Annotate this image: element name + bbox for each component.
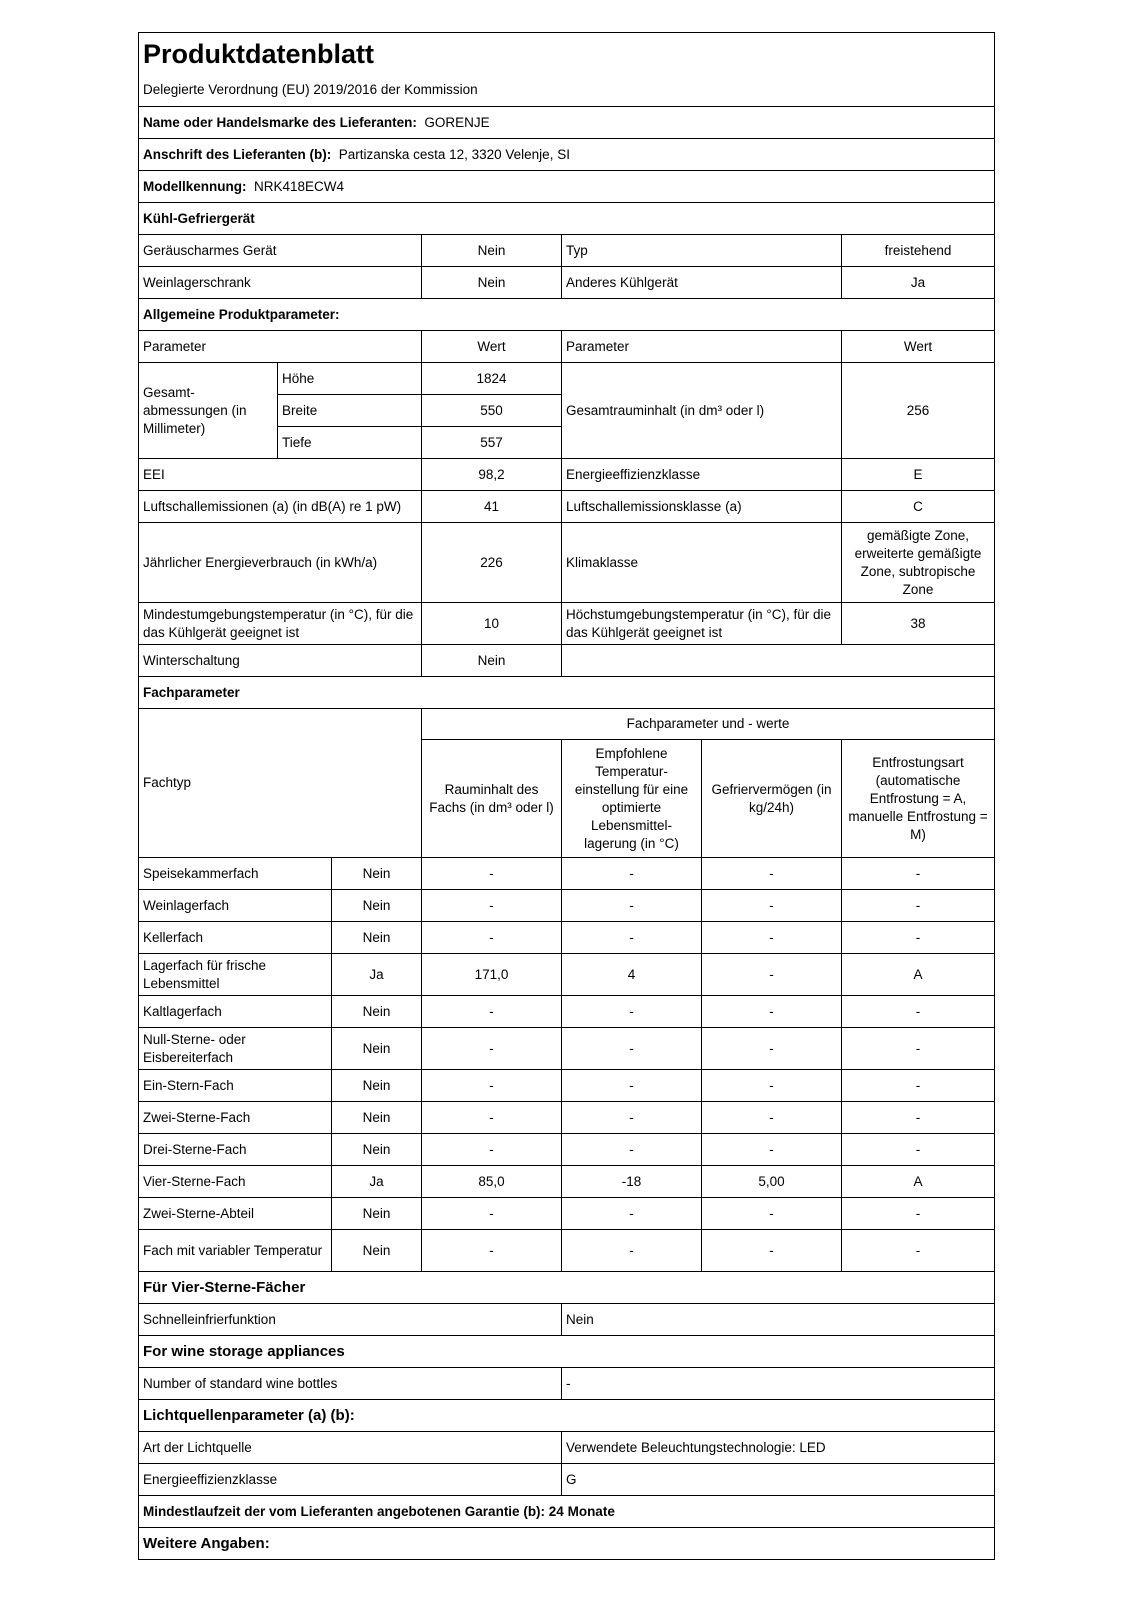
compartment-defrost: A (842, 954, 995, 996)
type-value: freistehend (842, 235, 995, 267)
supplier-address-value: Partizanska cesta 12, 3320 Velenje, SI (338, 146, 570, 162)
compartment-volume: 85,0 (422, 1166, 562, 1198)
col-temp-header: Empfohlene Temperatur-einstellung für eine optimierte Lebensmittel-lagerung (in °C) (562, 740, 702, 858)
compartment-defrost: - (842, 1070, 995, 1102)
compartments-title: Fachparameter (139, 677, 995, 709)
wine-bottles-label: Number of standard wine bottles (139, 1368, 562, 1400)
winter-switch-label: Winterschaltung (139, 645, 422, 677)
width-label: Breite (278, 395, 422, 427)
annual-energy-value: 226 (422, 523, 562, 603)
noise-class-label: Luftschallemissionsklasse (a) (562, 491, 842, 523)
compartment-present: Ja (332, 1166, 422, 1198)
product-data-sheet (138, 32, 995, 1560)
climate-class-value: gemäßigte Zone, erweiterte gemäßigte Zone, subtropische Zone (842, 523, 995, 603)
compartment-row (139, 1070, 995, 1102)
compartment-defrost: A (842, 1166, 995, 1198)
compartment-row (139, 1102, 995, 1134)
compartment-name: Ein-Stern-Fach (139, 1070, 332, 1102)
supplier-name-label: Name oder Handelsmarke des Lieferanten: (143, 114, 417, 130)
regulation-subtitle: Delegierte Verordnung (EU) 2019/2016 der Kommission (139, 75, 995, 107)
compartment-freeze: - (702, 1028, 842, 1070)
wine-bottles-value: - (562, 1368, 995, 1400)
compartment-freeze: - (702, 858, 842, 890)
model-row (139, 171, 995, 203)
other-appliance-label: Anderes Kühlgerät (562, 267, 842, 299)
compartment-volume: - (422, 1134, 562, 1166)
depth-label: Tiefe (278, 427, 422, 459)
noise-value: 41 (422, 491, 562, 523)
climate-class-label: Klimaklasse (562, 523, 842, 603)
min-temp-label: Mindestumgebungstemperatur (in °C), für die das Kühlgerät geeignet ist (139, 603, 422, 645)
fast-freeze-label: Schnelleinfrierfunktion (139, 1304, 562, 1336)
compartment-volume: - (422, 1198, 562, 1230)
compartment-freeze: 5,00 (702, 1166, 842, 1198)
model-value: NRK418ECW4 (254, 178, 345, 194)
light-type-value: Verwendete Beleuchtungstechnologie: LED (562, 1432, 995, 1464)
other-appliance-value: Ja (842, 267, 995, 299)
compartment-row (139, 1230, 995, 1272)
compartment-row (139, 954, 995, 996)
compartment-name: Zwei-Sterne-Abteil (139, 1198, 332, 1230)
compartment-name: Lagerfach für frische Lebensmittel (139, 954, 332, 996)
compartment-row (139, 922, 995, 954)
compartment-volume: - (422, 922, 562, 954)
empty-cell (562, 645, 995, 677)
compartment-defrost: - (842, 890, 995, 922)
col-volume-header: Rauminhalt des Fachs (in dm³ oder l) (422, 740, 562, 858)
compartment-defrost: - (842, 1198, 995, 1230)
compartment-volume: - (422, 996, 562, 1028)
compartment-type-header: Fachtyp (139, 709, 422, 858)
compartment-name: Kaltlagerfach (139, 996, 332, 1028)
compartment-present: Nein (332, 1198, 422, 1230)
compartment-row (139, 1134, 995, 1166)
compartment-present: Ja (332, 954, 422, 996)
energy-class-value: E (842, 459, 995, 491)
depth-value: 557 (422, 427, 562, 459)
compartment-temp: 4 (562, 954, 702, 996)
compartment-temp: - (562, 996, 702, 1028)
compartment-temp: - (562, 858, 702, 890)
compartment-name: Fach mit variabler Temperatur (139, 1230, 332, 1272)
compartment-freeze: - (702, 1070, 842, 1102)
compartment-defrost: - (842, 1230, 995, 1272)
compartment-volume: - (422, 1070, 562, 1102)
compartment-row (139, 1166, 995, 1198)
compartment-temp: - (562, 1102, 702, 1134)
wine-title: For wine storage appliances (139, 1336, 995, 1368)
compartment-present: Nein (332, 1102, 422, 1134)
further-info-title: Weitere Angaben: (139, 1528, 995, 1560)
compartment-present: Nein (332, 1028, 422, 1070)
value-header-right: Wert (842, 331, 995, 363)
compartment-defrost: - (842, 1102, 995, 1134)
max-temp-value: 38 (842, 603, 995, 645)
compartment-params-header: Fachparameter und - werte (422, 709, 995, 740)
compartment-present: Nein (332, 1070, 422, 1102)
compartment-freeze: - (702, 1102, 842, 1134)
compartment-temp: - (562, 922, 702, 954)
category-title: Kühl-Gefriergerät (139, 203, 995, 235)
compartment-name: Drei-Sterne-Fach (139, 1134, 332, 1166)
compartment-row (139, 996, 995, 1028)
supplier-name-row (139, 107, 995, 139)
param-header-right: Parameter (562, 331, 842, 363)
compartment-defrost: - (842, 858, 995, 890)
compartment-freeze: - (702, 954, 842, 996)
compartment-temp: -18 (562, 1166, 702, 1198)
noise-label: Luftschallemissionen (a) (in dB(A) re 1 pW) (139, 491, 422, 523)
min-temp-value: 10 (422, 603, 562, 645)
supplier-name-value: GORENJE (424, 114, 490, 130)
compartment-defrost: - (842, 1028, 995, 1070)
compartment-name: Kellerfach (139, 922, 332, 954)
compartment-temp: - (562, 890, 702, 922)
compartment-present: Nein (332, 1134, 422, 1166)
col-freeze-header: Gefriervermögen (in kg/24h) (702, 740, 842, 858)
four-star-title: Für Vier-Sterne-Fächer (139, 1272, 995, 1304)
light-type-label: Art der Lichtquelle (139, 1432, 562, 1464)
low-noise-label: Geräuscharmes Gerät (139, 235, 422, 267)
param-header-left: Parameter (139, 331, 422, 363)
compartment-freeze: - (702, 1134, 842, 1166)
compartment-name: Weinlagerfach (139, 890, 332, 922)
compartment-present: Nein (332, 858, 422, 890)
compartment-freeze: - (702, 890, 842, 922)
width-value: 550 (422, 395, 562, 427)
compartment-row (139, 890, 995, 922)
warranty-text: Mindestlaufzeit der vom Lieferanten angebotenen Garantie (b): 24 Monate (139, 1496, 995, 1528)
fast-freeze-value: Nein (562, 1304, 995, 1336)
max-temp-label: Höchstumgebungstemperatur (in °C), für die das Kühlgerät geeignet ist (562, 603, 842, 645)
height-value: 1824 (422, 363, 562, 395)
compartment-present: Nein (332, 996, 422, 1028)
value-header-left: Wert (422, 331, 562, 363)
compartment-row (139, 1028, 995, 1070)
compartment-present: Nein (332, 890, 422, 922)
compartment-freeze: - (702, 996, 842, 1028)
compartment-row (139, 858, 995, 890)
compartment-volume: - (422, 1230, 562, 1272)
compartment-name: Null-Sterne- oder Eisbereiterfach (139, 1028, 332, 1070)
winter-switch-value: Nein (422, 645, 562, 677)
compartment-volume: - (422, 858, 562, 890)
compartment-freeze: - (702, 1230, 842, 1272)
compartment-name: Speisekammerfach (139, 858, 332, 890)
compartment-present: Nein (332, 1230, 422, 1272)
compartment-freeze: - (702, 1198, 842, 1230)
light-class-label: Energieeffizienzklasse (139, 1464, 562, 1496)
compartment-volume: - (422, 890, 562, 922)
compartment-present: Nein (332, 922, 422, 954)
compartment-volume: 171,0 (422, 954, 562, 996)
low-noise-value: Nein (422, 235, 562, 267)
energy-class-label: Energieeffizienzklasse (562, 459, 842, 491)
compartment-defrost: - (842, 996, 995, 1028)
dimensions-label: Gesamt-abmessungen (in Millimeter) (139, 363, 278, 459)
general-params-title: Allgemeine Produktparameter: (139, 299, 995, 331)
light-source-title: Lichtquellenparameter (a) (b): (139, 1400, 995, 1432)
total-volume-label: Gesamtrauminhalt (in dm³ oder l) (562, 363, 842, 459)
compartment-temp: - (562, 1134, 702, 1166)
col-defrost-header: Entfrostungsart (automatische Entfrostung = A, manuelle Entfrostung = M) (842, 740, 995, 858)
compartment-name: Vier-Sterne-Fach (139, 1166, 332, 1198)
compartment-temp: - (562, 1198, 702, 1230)
eei-value: 98,2 (422, 459, 562, 491)
compartment-row (139, 1198, 995, 1230)
model-label: Modellkennung: (143, 178, 247, 194)
light-class-value: G (562, 1464, 995, 1496)
eei-label: EEI (139, 459, 422, 491)
annual-energy-label: Jährlicher Energieverbrauch (in kWh/a) (139, 523, 422, 603)
supplier-address-label: Anschrift des Lieferanten (b): (143, 146, 332, 162)
compartment-temp: - (562, 1230, 702, 1272)
supplier-address-row (139, 139, 995, 171)
compartment-name: Zwei-Sterne-Fach (139, 1102, 332, 1134)
compartment-volume: - (422, 1102, 562, 1134)
compartment-temp: - (562, 1070, 702, 1102)
noise-class-value: C (842, 491, 995, 523)
page-title: Produktdatenblatt (139, 33, 995, 75)
compartment-defrost: - (842, 922, 995, 954)
wine-cabinet-label: Weinlagerschrank (139, 267, 422, 299)
compartment-volume: - (422, 1028, 562, 1070)
wine-cabinet-value: Nein (422, 267, 562, 299)
total-volume-value: 256 (842, 363, 995, 459)
type-label: Typ (562, 235, 842, 267)
height-label: Höhe (278, 363, 422, 395)
compartment-defrost: - (842, 1134, 995, 1166)
compartment-temp: - (562, 1028, 702, 1070)
compartment-freeze: - (702, 922, 842, 954)
